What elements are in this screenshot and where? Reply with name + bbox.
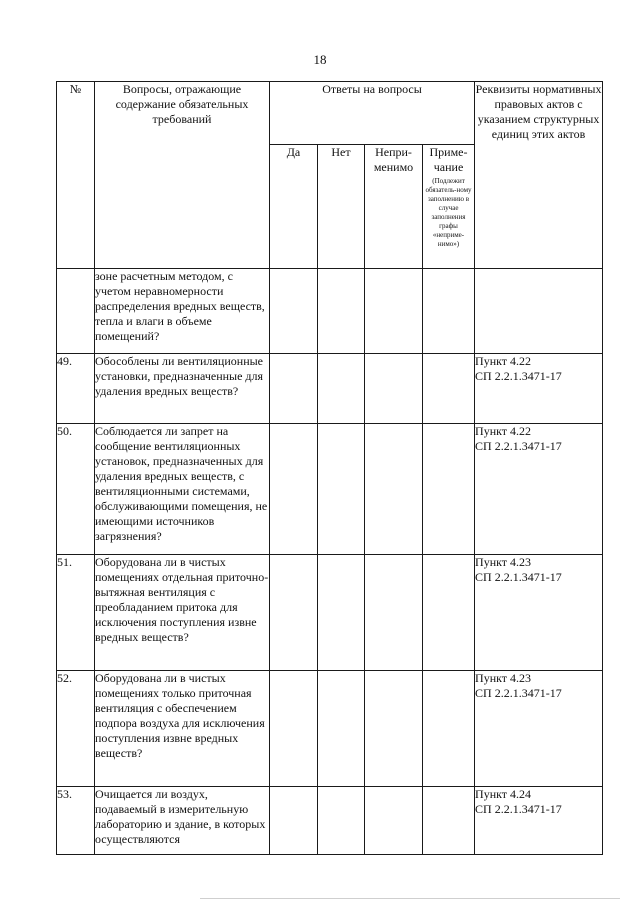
table-row	[57, 354, 603, 424]
answer-yes-cell[interactable]	[270, 424, 318, 555]
table-row	[57, 424, 603, 555]
answer-no-cell[interactable]	[318, 671, 365, 787]
row-reference: Пункт 4.22 СП 2.2.1.3471-17	[475, 424, 603, 555]
answer-not-applicable-cell[interactable]	[365, 424, 423, 555]
answer-yes-cell[interactable]	[270, 269, 318, 354]
header-requisites: Реквизиты нормативных правовых актов с указанием структурных единиц этих актов	[475, 82, 603, 269]
answer-not-applicable-cell[interactable]	[365, 269, 423, 354]
table-header	[57, 82, 603, 269]
table-row	[57, 269, 603, 354]
checklist-table	[56, 81, 603, 855]
row-reference: Пункт 4.22 СП 2.2.1.3471-17	[475, 354, 603, 424]
row-question: Соблюдается ли запрет на сообщение вентиляционных установок, предназначенных для удаления вредных веществ, с вентиляционными системами, обслуживающими помещения, не имеющими источников загрязнения?	[95, 424, 270, 555]
row-question: Оборудована ли в чистых помещениях только приточная вентиляция с обеспечением подпора воздуха для исключения поступления извне вредных веществ?	[95, 671, 270, 787]
note-cell[interactable]	[423, 787, 475, 855]
answer-no-cell[interactable]	[318, 269, 365, 354]
answer-not-applicable-cell[interactable]	[365, 671, 423, 787]
row-reference: Пункт 4.24 СП 2.2.1.3471-17	[475, 787, 603, 855]
header-no: Нет	[318, 145, 365, 269]
answer-no-cell[interactable]	[318, 354, 365, 424]
answer-no-cell[interactable]	[318, 424, 365, 555]
answer-yes-cell[interactable]	[270, 671, 318, 787]
answer-not-applicable-cell[interactable]	[365, 354, 423, 424]
note-cell[interactable]	[423, 555, 475, 671]
row-number: 51.	[57, 555, 95, 671]
row-question: зоне расчетным методом, с учетом неравномерности распределения вредных веществ, тепла и влаги в объеме помещений?	[95, 269, 270, 354]
row-number: 49.	[57, 354, 95, 424]
note-cell[interactable]	[423, 424, 475, 555]
note-cell[interactable]	[423, 354, 475, 424]
row-question: Оборудована ли в чистых помещениях отдельная приточно-вытяжная вентиляция с преобладанием притока для исключения поступления извне вредных веществ?	[95, 555, 270, 671]
header-answers: Ответы на вопросы	[270, 82, 475, 145]
row-number: 52.	[57, 671, 95, 787]
note-cell[interactable]	[423, 269, 475, 354]
header-not-applicable: Непри- менимо	[365, 145, 423, 269]
table-row	[57, 671, 603, 787]
answer-not-applicable-cell[interactable]	[365, 555, 423, 671]
header-yes: Да	[270, 145, 318, 269]
answer-yes-cell[interactable]	[270, 787, 318, 855]
header-number: №	[57, 82, 95, 269]
page-number: 18	[313, 52, 327, 67]
header-note	[423, 145, 475, 269]
row-number: 50.	[57, 424, 95, 555]
scan-bottom-edge	[200, 898, 620, 899]
row-question: Очищается ли воздух, подаваемый в измерительную лабораторию и здание, в которых осуществляются	[95, 787, 270, 855]
header-note-instruction: (Подлежит обязатель-ному заполнению в случае заполнения графы «неприме-нимо»)	[425, 177, 472, 248]
answer-no-cell[interactable]	[318, 555, 365, 671]
header-question: Вопросы, отражающие содержание обязательных требований	[95, 82, 270, 269]
row-number: 53.	[57, 787, 95, 855]
table-row	[57, 555, 603, 671]
row-number	[57, 269, 95, 354]
note-cell[interactable]	[423, 671, 475, 787]
row-reference: Пункт 4.23 СП 2.2.1.3471-17	[475, 671, 603, 787]
row-reference	[475, 269, 603, 354]
row-reference: Пункт 4.23 СП 2.2.1.3471-17	[475, 555, 603, 671]
answer-no-cell[interactable]	[318, 787, 365, 855]
row-question: Обособлены ли вентиляционные установки, предназначенные для удаления вредных веществ?	[95, 354, 270, 424]
header-note-label: Приме- чание	[429, 145, 468, 174]
answer-yes-cell[interactable]	[270, 354, 318, 424]
answer-not-applicable-cell[interactable]	[365, 787, 423, 855]
table-row	[57, 787, 603, 855]
answer-yes-cell[interactable]	[270, 555, 318, 671]
